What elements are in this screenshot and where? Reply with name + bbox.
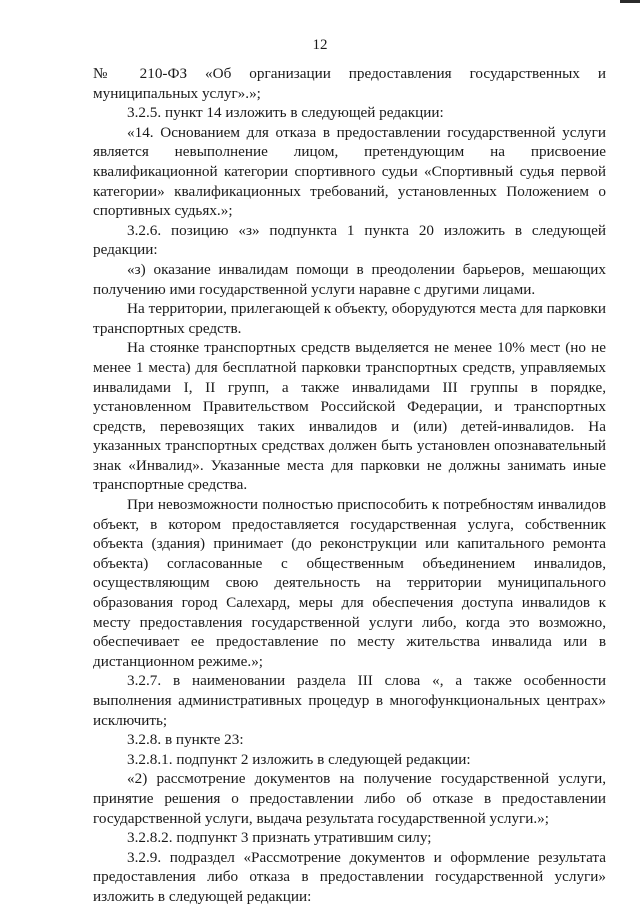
paragraph-law-reference: № 210-ФЗ «Об организации предоставления государственных и муниципальных услуг».»; bbox=[93, 65, 606, 102]
paragraph-3-2-8-2: 3.2.8.2. подпункт 3 признать утратившим силу; bbox=[127, 829, 432, 847]
paragraph-3-2-9: 3.2.9. подраздел «Рассмотрение документов и оформление результата предоставления либо отказа в предоставлении государственной услуги» изложить в следующей редакции: bbox=[93, 848, 606, 905]
paragraph-parking-territory: На территории, прилегающей к объекту, оборудуются места для парковки транспортных средств. bbox=[93, 300, 606, 337]
paragraph-3-2-7: 3.2.7. в наименовании раздела III слова «, а также особенности выполнения административных процедур в многофункциональных центрах» исключить; bbox=[93, 672, 606, 729]
page-number: 12 bbox=[312, 37, 328, 53]
paragraph-3-2-6: 3.2.6. позицию «з» подпункта 1 пункта 20 изложить в следующей редакции: bbox=[93, 221, 606, 259]
paragraph-accessibility: При невозможности полностью приспособить к потребностям инвалидов объект, в котором предоставляется государственная услуга, собственник объекта (здания) принимает (до реконструкции или капитального ремонта объекта) согласованные с общественным объединением инвалидов, осуществляющим свою деятельность на территории муниципального образования город Салехард, меры для обеспечения доступа инвалидов к месту предоставления государственной услуги либо, когда это возможно, обеспечивает ее предоставление по месту жительства инвалида или в дистанционном режиме.»; bbox=[93, 496, 606, 670]
paragraph-3-2-8-1: 3.2.8.1. подпункт 2 изложить в следующей редакции: bbox=[127, 750, 471, 768]
paragraph-subitem-2: «2) рассмотрение документов на получение государственной услуги, принятие решения о предоставлении либо об отказе в предоставлении государственной услуги, выдача результата государственной услуги.»; bbox=[93, 770, 606, 827]
scan-edge-mark bbox=[620, 0, 640, 3]
paragraph-item-14: «14. Основанием для отказа в предоставлении государственной услуги является невыполнение лицом, претендующим на присвоение квалификационной категории спортивного судьи «Спортивный судья первой категории» квалификационных требований, установленных Положением о спортивных судьях.»; bbox=[93, 123, 606, 220]
paragraph-parking-spaces: На стоянке транспортных средств выделяется не менее 10% мест (но не менее 1 места) для бесплатной парковки транспортных средств, управляемых инвалидами I, II групп, а также инвалидами III группы в порядке, установленном Правительством Российской Федерации, и транспортных средств, перевозящих таких инвалидов и (или) детей-инвалидов. На указанных транспортных средствах должен быть установлен опознавательный знак «Инвалид». Указанные места для парковки не должны занимать иные транспортные средства. bbox=[93, 339, 606, 494]
paragraph-3-2-5: 3.2.5. пункт 14 изложить в следующей редакции: bbox=[127, 104, 444, 122]
paragraph-position-z: «з) оказание инвалидам помощи в преодолении барьеров, мешающих получению ими государственной услуги наравне с другими лицами. bbox=[93, 260, 606, 298]
paragraph-3-2-8: 3.2.8. в пункте 23: bbox=[127, 731, 244, 749]
document-body bbox=[93, 64, 606, 907]
